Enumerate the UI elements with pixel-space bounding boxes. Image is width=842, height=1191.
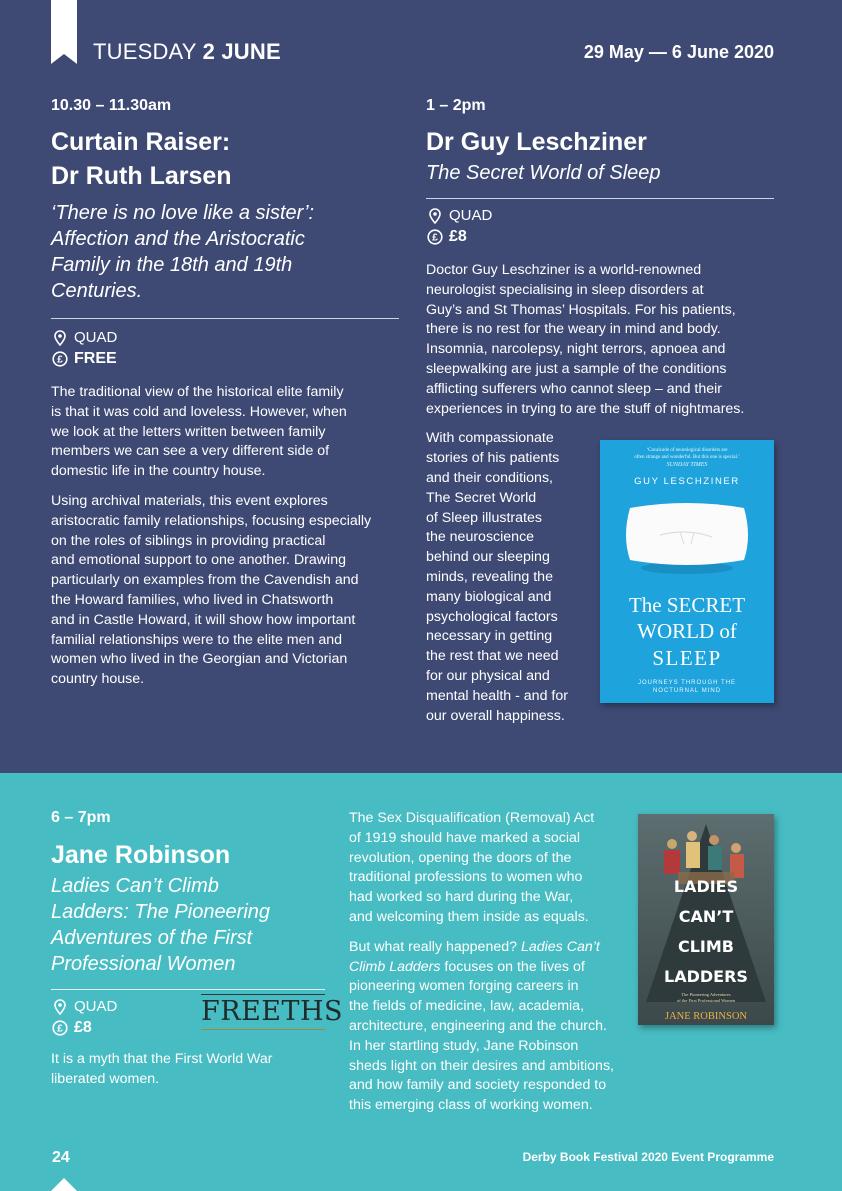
event-subtitle: Ladies Can’t Climb Ladders: The Pioneering Adventures of the First Professional Women (51, 875, 271, 975)
event-price: £ £8 (51, 1017, 325, 1038)
pound-coin-icon (51, 1020, 69, 1036)
page-number: 24 (52, 1149, 70, 1166)
svg-text:SLEEP: SLEEP (652, 646, 722, 670)
event-time: 10.30 – 11.30am (51, 97, 172, 114)
event-jane-robinson-description: The Sex Disqualification (Removal) Act of 1919 should have marked a social revolution, opening the doors of the traditional professions to women who had worked so hard during the War, and welcoming them inside as equals. But what really happened? Ladies Can’t Climb Ladders focuses on the lives of pioneering women forging careers in the fields of medicine, law, academia, architecture, engineering and the church. In her startling study, Jane Robinson sheds light on their desires and ambitions, and how family and society responded to this emerging class of working women. (349, 810, 614, 1114)
svg-text:£: £ (57, 354, 63, 366)
programme-footer: Derby Book Festival 2020 Event Programme (522, 1150, 774, 1164)
svg-text:JANE ROBINSON: JANE ROBINSON (665, 1011, 747, 1022)
divider (51, 989, 325, 990)
festival-dates: 29 May — 6 June 2020 (583, 42, 774, 62)
event-meta (51, 996, 344, 1038)
svg-text:The Pioneering Adventures: The Pioneering Adventures (681, 992, 731, 997)
event-venue: QUAD (51, 327, 399, 348)
day-heading: TUESDAY 2 JUNE (93, 39, 281, 64)
divider (51, 318, 399, 319)
location-pin-icon (426, 208, 444, 224)
event-subtitle: The Secret World of Sleep (426, 162, 661, 184)
event-description: Doctor Guy Leschziner is a world-renowned neurologist specialising in sleep disorders at Guy’s and St Thomas’ Hospitals. For his patients, there is no rest for the weary in mind and body. Insomnia, narcolepsy, night terrors, apnoea and sleepwalking are just a sample of the conditions afflicting sufferers who cannot sleep – and their experiences in trying to are the stuff of nightmares. With compassionate stories of his patients and their conditions, The Secret World of Sleep illustrates the neuroscience behind our sleeping minds, revealing the many biological and psychological factors necessary in getting the rest that we need for our physical and mental health - and for our overall happiness. (426, 262, 745, 724)
event-time: 1 – 2pm (426, 97, 486, 114)
svg-text:£: £ (57, 1023, 63, 1035)
svg-text:CLIMB: CLIMB (677, 937, 735, 956)
svg-text:CAN’T: CAN’T (678, 907, 734, 926)
page-tab-icon (51, 1178, 77, 1191)
location-pin-icon (51, 330, 69, 346)
svg-text:£: £ (432, 232, 438, 244)
svg-text:GUY LESCHZINER: GUY LESCHZINER (634, 476, 740, 487)
svg-text:JOURNEYS THROUGH THE: JOURNEYS THROUGH THE (637, 680, 737, 686)
svg-text:The SECRET: The SECRET (628, 593, 746, 617)
book-cover-secret-world-of-sleep (600, 440, 774, 703)
event-time: 6 – 7pm (51, 809, 111, 826)
event-title: Jane Robinson (51, 841, 231, 869)
location-pin-icon (51, 999, 69, 1015)
sponsor-logo-freeths: FREETHS (201, 994, 325, 1030)
event-price: £ £8 (426, 226, 774, 247)
svg-text:LADIES: LADIES (673, 877, 739, 896)
svg-text:of the First Professional Wome: of the First Professional Women (676, 998, 736, 1003)
event-title: Curtain Raiser: Dr Ruth Larsen (51, 128, 232, 190)
event-price: £ FREE (51, 348, 399, 369)
book-cover-ladies-cant-climb-ladders (638, 814, 774, 1025)
event-intro: It is a myth that the First World War liberated women. (51, 1051, 273, 1087)
book-cover-art (600, 440, 774, 703)
event-title: Dr Guy Leschziner (426, 128, 647, 156)
event-venue: QUAD (426, 205, 774, 226)
svg-text:‘Cavalcade of neurological dis: ‘Cavalcade of neurological disorders are (646, 448, 728, 453)
event-subtitle: ‘There is no love like a sister’: Affection and the Aristocratic Family in the 18th and 19th Centuries. (51, 202, 315, 302)
book-cover-art (638, 814, 774, 1025)
svg-text:LADDERS: LADDERS (664, 967, 748, 986)
pound-coin-icon (426, 229, 444, 245)
divider (426, 198, 774, 199)
event-description: The traditional view of the historical elite family is that it was cold and loveless. However, when we look at the letters written between family members we can see a very different side of domestic life in the country house. Using archival materials, this event explores aristocratic family relationships, focusing especially on the roles of siblings in providing practical and emotional support to one another. Drawing particularly on examples from the Cavendish and the Howard families, who lived in Chatsworth and in Castle Howard, it will show how important familial relationships were to the elite men and women who lived in the Georgian and Victorian country house. (51, 384, 372, 688)
pound-coin-icon (51, 351, 69, 367)
event-jane-robinson (51, 809, 344, 1090)
svg-text:NOCTURNAL MIND: NOCTURNAL MIND (652, 688, 722, 694)
svg-text:often strange and wonderful. B: often strange and wonderful. But this one is special.’ (634, 455, 740, 460)
svg-text:SUNDAY TIMES: SUNDAY TIMES (666, 462, 708, 468)
event-ruth-larsen (51, 97, 399, 700)
bookmark-ribbon-icon (51, 0, 77, 64)
svg-text:WORLD of: WORLD of (637, 619, 737, 643)
event-venue: QUAD (51, 996, 325, 1017)
